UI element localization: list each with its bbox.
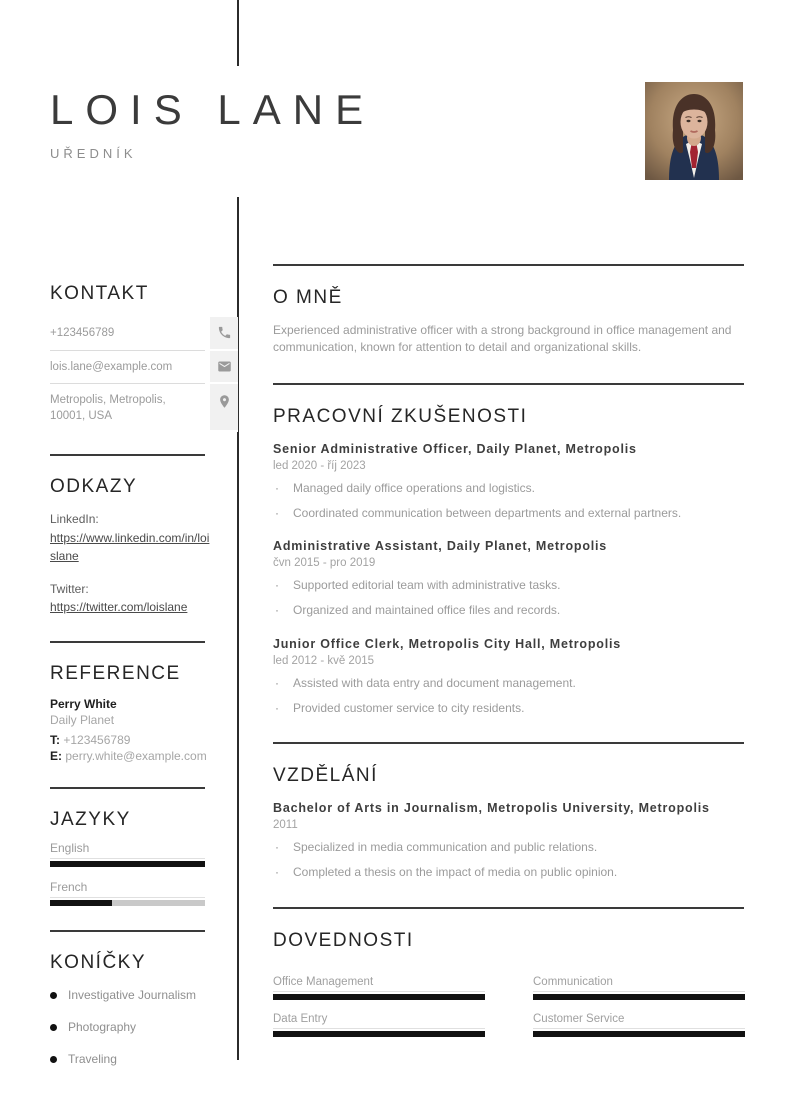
language-level-bar [50,861,205,867]
section-rule [50,641,205,643]
twitter-url-link[interactable]: https://twitter.com/loislane [50,600,188,615]
job-dates: led 2020 - říj 2023 [273,460,366,473]
job-bullet-text: Supported editorial team with administrative tasks. [293,578,561,593]
bullet-dot-icon: · [275,603,279,618]
links-heading: ODKAZY [50,476,138,498]
header [50,86,375,161]
reference-name: Perry White [50,697,117,712]
contact-address-value: Metropolis, Metropolis, 10001, USA [50,394,166,422]
mail-icon [210,351,238,385]
bullet-dot-icon: · [275,505,279,520]
skill-name: Office Management [273,976,485,992]
education-degree: Bachelor of Arts in Journalism, Metropolis University, Metropolis [273,801,710,816]
reference-company: Daily Planet [50,713,115,728]
job-bullet-text: Assisted with data entry and document management. [293,675,576,690]
person-name: LOIS LANE [50,86,376,133]
link-item-linkedin [50,510,210,566]
link-item-twitter [50,580,210,617]
bullet-dot-icon [50,992,57,999]
skill-level-bar [533,1031,745,1037]
skill-item [533,1013,745,1037]
contact-row-address [50,384,238,432]
job-bullet [273,578,744,594]
skills-grid [273,976,744,1037]
reference-phone-label: T: [50,733,60,748]
job-title: Administrative Assistant, Daily Planet, Metropolis [273,539,608,554]
reference-section [50,641,238,763]
reference-email-line [50,749,238,763]
about-text: Experienced administrative officer with a strong background in office management and communication, known for attention to detail and organizational skills. [273,323,732,355]
contact-row-email [50,351,238,385]
about-heading: O MNĚ [273,287,343,308]
skill-level-bar [273,994,485,1000]
language-item-french [50,880,205,906]
about-section [273,264,744,357]
reference-phone-line [50,733,238,747]
person-role: UŘEDNÍK [50,146,137,161]
hobbies-section [50,930,238,1066]
skills-heading: DOVEDNOSTI [273,929,414,951]
experience-section [273,383,744,716]
twitter-label: Twitter: [50,581,89,596]
contact-section [50,283,238,432]
job-bullet [273,506,744,522]
linkedin-url-link[interactable]: https://www.linkedin.com/in/loislane [50,530,210,564]
education-bullet-text: Completed a thesis on the impact of media on public opinion. [293,864,618,879]
job-dates: čvn 2015 - pro 2019 [273,557,376,570]
education-year: 2011 [273,819,298,832]
job-bullet [273,701,744,717]
section-rule [273,264,744,266]
contact-heading: KONTAKT [50,283,149,304]
links-section [50,454,238,617]
job-entry [273,441,744,521]
linkedin-label: LinkedIn: [50,512,99,527]
hobby-item [50,988,238,1002]
education-bullet-text: Specialized in media communication and public relations. [293,840,598,855]
experience-heading: PRACOVNÍ ZKUŠENOSTI [273,405,528,427]
job-bullet [273,603,744,619]
contact-phone-value: +123456789 [50,317,205,351]
job-bullet-text: Provided customer service to city residents. [293,700,525,715]
reference-email-label: E: [50,749,62,764]
job-bullet [273,481,744,497]
job-title: Junior Office Clerk, Metropolis City Hall, Metropolis [273,636,622,651]
section-rule [50,930,205,932]
location-icon [210,384,238,432]
contact-email-value: lois.lane@example.com [50,351,205,385]
reference-phone-value: +123456789 [63,733,131,748]
job-entry [273,636,744,716]
job-bullet [273,676,744,692]
job-bullet-text: Managed daily office operations and logistics. [293,481,535,496]
bullet-dot-icon: · [275,840,279,855]
language-name: French [50,880,205,898]
hobbies-heading: KONÍČKY [50,952,147,974]
bullet-dot-icon: · [275,578,279,593]
profile-photo [645,82,743,180]
bullet-dot-icon: · [275,675,279,690]
contact-row-phone [50,317,238,351]
section-rule [273,907,744,909]
hobby-label: Photography [68,1020,137,1035]
top-accent-line [237,0,239,66]
hobby-item [50,1052,238,1066]
bullet-dot-icon: · [275,700,279,715]
skill-name: Communication [533,976,745,992]
job-bullet-text: Organized and maintained office files and records. [293,603,561,618]
job-bullet-text: Coordinated communication between departments and external partners. [293,505,682,520]
skill-item [273,1013,485,1037]
job-dates: led 2012 - kvě 2015 [273,654,375,667]
section-rule [50,787,205,789]
education-heading: VZDĚLÁNÍ [273,765,378,787]
reference-email-value: perry.white@example.com [65,749,207,764]
main-column [273,252,744,1037]
education-bullet [273,840,744,856]
hobby-label: Traveling [68,1052,117,1067]
language-item-english [50,841,205,867]
phone-icon [210,317,238,351]
skill-name: Customer Service [533,1013,745,1029]
skills-section [273,907,744,1037]
job-entry [273,538,744,618]
reference-heading: REFERENCE [50,663,181,685]
sidebar [50,283,238,1084]
job-title: Senior Administrative Officer, Daily Planet, Metropolis [273,441,637,456]
language-level-bar [50,900,205,906]
hobby-label: Investigative Journalism [68,988,197,1003]
skill-level-bar [273,1031,485,1037]
language-name: English [50,841,205,859]
bullet-dot-icon [50,1024,57,1031]
skill-name: Data Entry [273,1013,485,1029]
bullet-dot-icon [50,1056,57,1063]
bullet-dot-icon: · [275,864,279,879]
section-rule [273,742,744,744]
education-entry [273,800,744,880]
education-section [273,742,744,880]
bullet-dot-icon: · [275,481,279,496]
skill-item [273,976,485,1000]
skill-item [533,976,745,1000]
section-rule [50,454,205,456]
section-rule [273,383,744,385]
hobby-item [50,1020,238,1034]
skill-level-bar [533,994,745,1000]
education-bullet [273,865,744,881]
languages-heading: JAZYKY [50,809,131,831]
languages-section [50,787,238,906]
